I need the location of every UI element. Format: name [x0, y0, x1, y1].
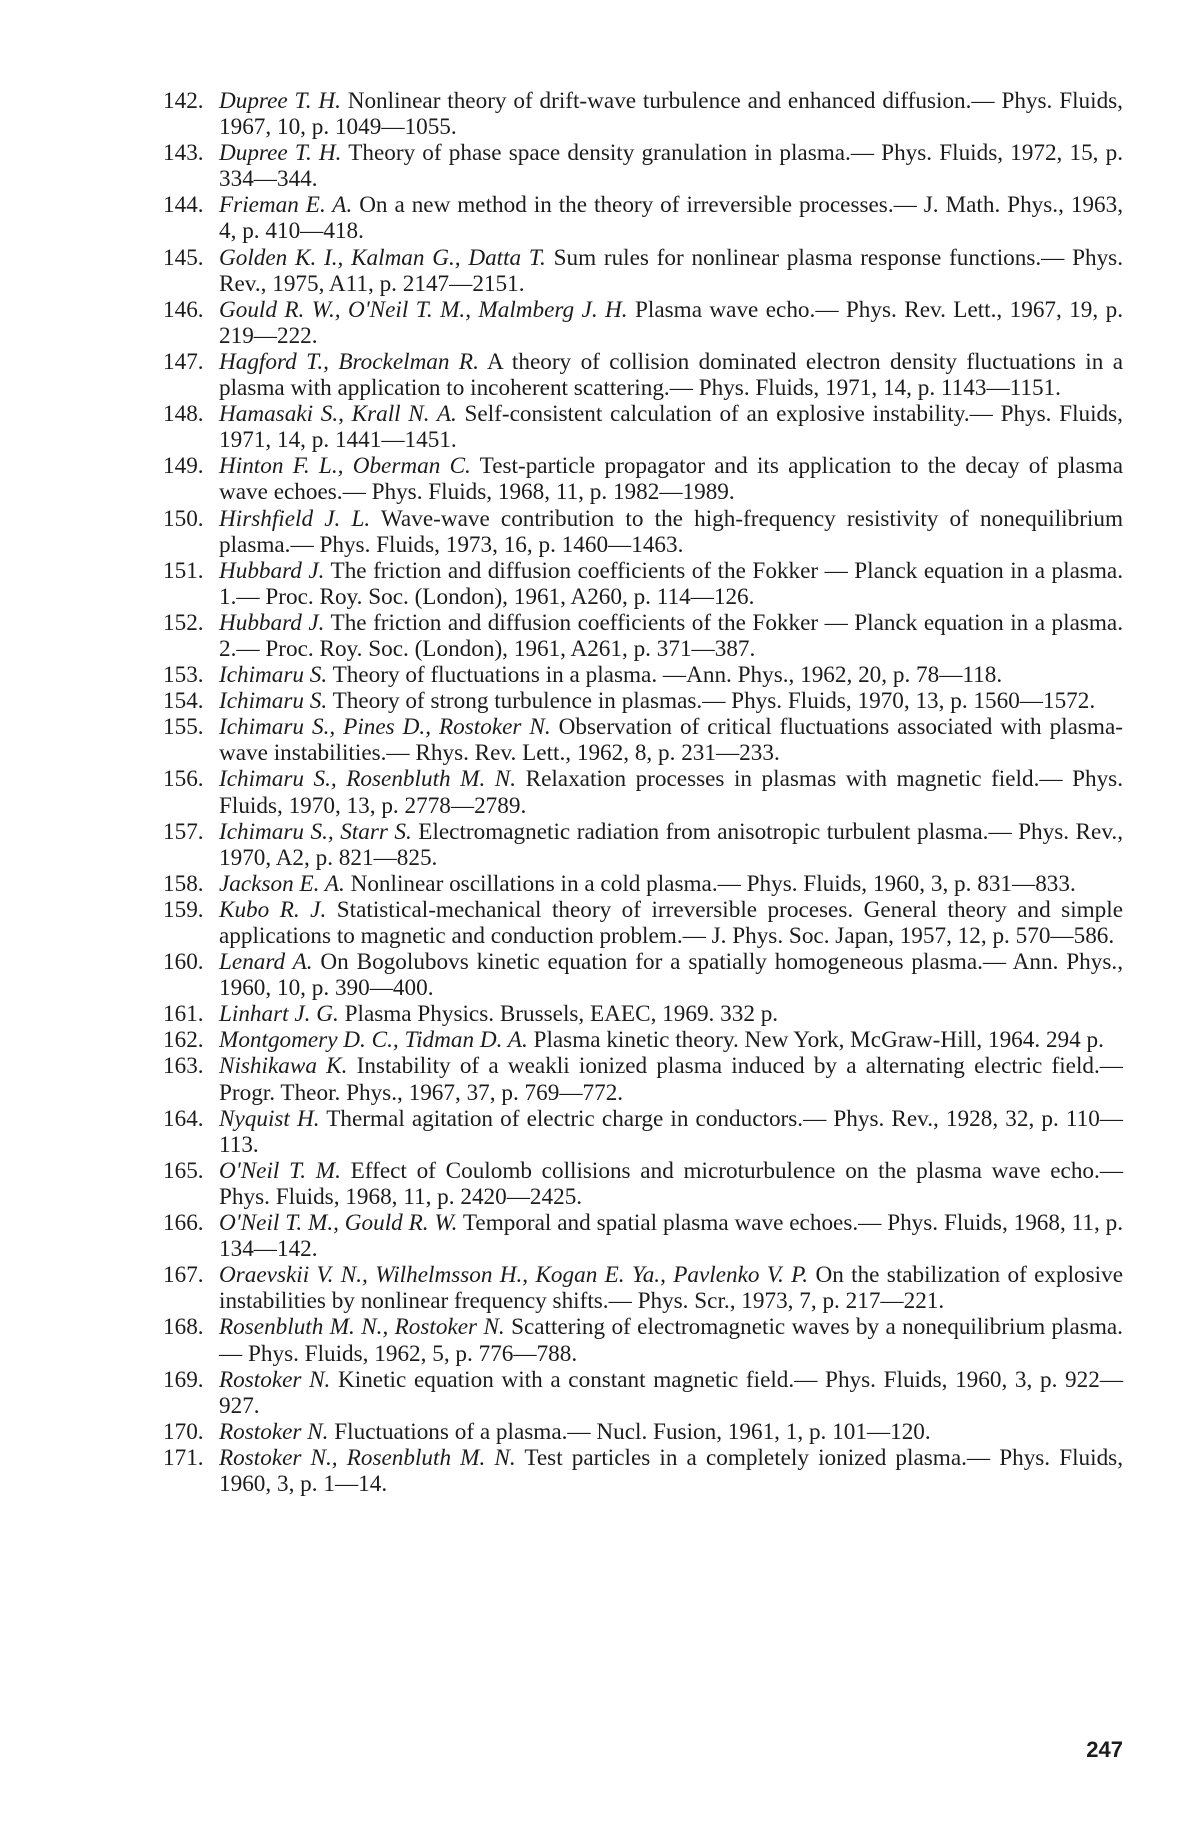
reference-entry — [163, 245, 1123, 297]
reference-authors: Rostoker N. — [219, 1366, 331, 1393]
reference-entry — [163, 610, 1123, 662]
reference-text: The friction and diffusion coefficients of the Fokker — Planck equation in a plasma. 1.— Proc. Roy. Soc. (London), 1961, A260, p. 114—126. — [219, 557, 1124, 610]
reference-number: 158. — [163, 870, 204, 897]
reference-authors: Ichimaru S., Pines D., Rostoker N. — [219, 714, 551, 741]
reference-authors: Ichimaru S. — [219, 688, 328, 715]
reference-authors: Rostoker N., Rosenbluth M. N. — [219, 1444, 516, 1471]
reference-entry — [163, 1419, 1123, 1445]
reference-entry — [163, 140, 1123, 192]
reference-authors: Hubbard J. — [219, 609, 325, 636]
reference-number: 157. — [163, 818, 204, 845]
reference-authors: Lenard A. — [219, 949, 313, 976]
reference-number: 159. — [163, 896, 204, 923]
reference-number: 163. — [163, 1053, 204, 1080]
reference-number: 169. — [163, 1366, 204, 1393]
reference-number: 147. — [163, 348, 204, 375]
reference-authors: Kubo R. J. — [219, 896, 327, 923]
reference-text: Relaxation processes in plasmas with magnetic field.— Phys. Fluids, 1970, 13, p. 2778—2789. — [219, 766, 1123, 819]
reference-entry — [163, 1106, 1123, 1158]
reference-authors: Montgomery D. C., Tidman D. A. — [219, 1027, 528, 1054]
reference-entry — [163, 506, 1123, 558]
reference-number: 151. — [163, 557, 204, 584]
reference-authors: Ichimaru S., Rosenbluth M. N. — [219, 766, 517, 793]
reference-text: Plasma Physics. Brussels, EAEC, 1969. 332 p. — [338, 1001, 779, 1028]
reference-text: Effect of Coulomb collisions and microturbulence on the plasma wave echo.— Phys. Fluids, 1968, 11, p. 2420—2425. — [219, 1157, 1124, 1210]
reference-list — [163, 88, 1123, 1497]
reference-authors: Hamasaki S., Krall N. A. — [219, 401, 457, 428]
reference-number: 143. — [163, 140, 204, 167]
reference-entry — [163, 662, 1123, 688]
reference-number: 153. — [163, 662, 204, 689]
reference-entry — [163, 1314, 1123, 1366]
reference-entry — [163, 349, 1123, 401]
reference-authors: Gould R. W., O'Neil T. M., Malmberg J. H. — [219, 296, 628, 323]
reference-number: 164. — [163, 1105, 204, 1132]
reference-authors: Rosenbluth M. N., Rostoker N. — [219, 1314, 505, 1341]
reference-authors: Nishikawa K. — [219, 1053, 348, 1080]
reference-entry — [163, 192, 1123, 244]
reference-number: 160. — [163, 949, 204, 976]
page-number: 247 — [1086, 1737, 1123, 1762]
reference-entry — [163, 1053, 1123, 1105]
reference-authors: Rostoker N. — [219, 1418, 329, 1445]
reference-authors: Hirshfield J. L. — [219, 505, 371, 532]
reference-authors: Hagford T., Brockelman R. — [219, 348, 479, 375]
reference-number: 142. — [163, 88, 204, 114]
reference-number: 161. — [163, 1001, 204, 1028]
reference-entry — [163, 1027, 1123, 1053]
reference-number: 144. — [163, 192, 204, 219]
reference-text: Nonlinear theory of drift-wave turbulence and enhanced diffusion.— Phys. Fluids, 1967, 10, p. 1049—1055. — [219, 88, 1123, 141]
reference-text: Test-particle propagator and its application to the decay of plasma wave echoes.— Phys. Fluids, 1968, 11, p. 1982—1989. — [219, 453, 1123, 506]
reference-entry — [163, 401, 1123, 453]
reference-number: 167. — [163, 1262, 204, 1289]
reference-entry — [163, 871, 1123, 897]
reference-entry — [163, 1210, 1123, 1262]
reference-authors: Hubbard J. — [219, 557, 325, 584]
reference-authors: Ichimaru S. — [219, 662, 328, 689]
reference-text: Fluctuations of a plasma.— Nucl. Fusion, 1961, 1, p. 101—120. — [328, 1418, 931, 1445]
reference-authors: Linhart J. G. — [219, 1001, 339, 1028]
reference-entry — [163, 714, 1123, 766]
reference-authors: Dupree T. H. — [219, 88, 341, 114]
reference-text: Plasma wave echo.— Phys. Rev. Lett., 1967, 19, p. 219—222. — [219, 296, 1124, 349]
reference-entry — [163, 1262, 1123, 1314]
reference-text: Instability of a weakli ionized plasma induced by a alternating electric field.— Progr. Theor. Phys., 1967, 37, p. 769—772. — [219, 1053, 1123, 1106]
reference-text: Theory of fluctuations in a plasma. —Ann. Phys., 1962, 20, p. 78—118. — [327, 662, 1003, 689]
reference-text: Temporal and spatial plasma wave echoes.— Phys. Fluids, 1968, 11, p. 134—142. — [219, 1210, 1123, 1263]
reference-text: Statistical-mechanical theory of irreversible proceses. General theory and simple applications to magnetic and conduction problem.— J. Phys. Soc. Japan, 1957, 12, p. 570—586. — [219, 896, 1124, 949]
reference-entry — [163, 949, 1123, 1001]
reference-number: 150. — [163, 505, 204, 532]
reference-number: 166. — [163, 1210, 204, 1237]
reference-entry — [163, 558, 1123, 610]
reference-entry — [163, 453, 1123, 505]
reference-entry — [163, 1367, 1123, 1419]
reference-entry — [163, 88, 1123, 140]
reference-text: Nonlinear oscillations in a cold plasma.— Phys. Fluids, 1960, 3, p. 831—833. — [344, 870, 1076, 897]
reference-text: Observation of critical fluctuations associated with plasma-wave instabilities.— Rhys. Rev. Lett., 1962, 8, p. 231—233. — [219, 714, 1123, 767]
reference-entry — [163, 766, 1123, 818]
reference-text: Scattering of electromagnetic waves by a nonequilibrium plasma.— Phys. Fluids, 1962, 5, p. 776—788. — [219, 1314, 1123, 1367]
reference-authors: O'Neil T. M. — [219, 1157, 341, 1184]
reference-number: 148. — [163, 401, 204, 428]
reference-authors: Jackson E. A. — [219, 870, 345, 897]
reference-text: Thermal agitation of electric charge in conductors.— Phys. Rev., 1928, 32, p. 110—113. — [219, 1105, 1123, 1158]
reference-authors: Ichimaru S., Starr S. — [219, 818, 412, 845]
reference-number: 168. — [163, 1314, 204, 1341]
reference-entry — [163, 297, 1123, 349]
reference-text: Kinetic equation with a constant magnetic field.— Phys. Fluids, 1960, 3, p. 922—927. — [219, 1366, 1124, 1419]
reference-text: Electromagnetic radiation from anisotropic turbulent plasma.— Phys. Rev., 1970, A2, p. 821—825. — [219, 818, 1123, 871]
reference-entry — [163, 1001, 1123, 1027]
reference-text: On a new method in the theory of irreversible processes.— J. Math. Phys., 1963, 4, p. 410—418. — [219, 192, 1123, 245]
reference-authors: Dupree T. H. — [219, 140, 342, 167]
reference-number: 154. — [163, 688, 204, 715]
reference-text: Sum rules for nonlinear plasma response functions.— Phys. Rev., 1975, A11, p. 2147—2151. — [219, 244, 1123, 297]
reference-number: 155. — [163, 714, 204, 741]
reference-authors: Nyquist H. — [219, 1105, 320, 1132]
reference-authors: Frieman E. A. — [219, 192, 353, 219]
reference-text: Self-consistent calculation of an explosive instability.— Phys. Fluids, 1971, 14, p. 1441—1451. — [219, 401, 1123, 454]
reference-entry — [163, 1158, 1123, 1210]
reference-text: Test particles in a completely ionized plasma.— Phys. Fluids, 1960, 3, p. 1—14. — [219, 1444, 1123, 1497]
reference-number: 170. — [163, 1418, 204, 1445]
reference-entry — [163, 819, 1123, 871]
reference-text: Wave-wave contribution to the high-frequency resistivity of nonequilibrium plasma.— Phys. Fluids, 1973, 16, p. 1460—1463. — [219, 505, 1123, 558]
reference-text: On the stabilization of explosive instabilities by nonlinear frequency shifts.— Phys. Scr., 1973, 7, p. 217—221. — [219, 1262, 1123, 1315]
reference-entry — [163, 688, 1123, 714]
reference-authors: Hinton F. L., Oberman C. — [219, 453, 471, 480]
reference-number: 156. — [163, 766, 204, 793]
reference-number: 149. — [163, 453, 204, 480]
reference-entry — [163, 897, 1123, 949]
reference-number: 152. — [163, 609, 204, 636]
reference-text: On Bogolubovs kinetic equation for a spatially homogeneous plasma.— Ann. Phys., 1960, 10, p. 390—400. — [219, 949, 1123, 1002]
reference-entry — [163, 1445, 1123, 1497]
reference-number: 146. — [163, 296, 204, 323]
reference-number: 171. — [163, 1444, 204, 1471]
reference-text: Theory of strong turbulence in plasmas.— Phys. Fluids, 1970, 13, p. 1560—1572. — [327, 688, 1096, 715]
reference-authors: O'Neil T. M., Gould R. W. — [219, 1210, 458, 1237]
reference-text: The friction and diffusion coefficients of the Fokker — Planck equation in a plasma. 2.— Proc. Roy. Soc. (London), 1961, A261, p. 371—387. — [219, 609, 1124, 662]
reference-text: Plasma kinetic theory. New York, McGraw-Hill, 1964. 294 p. — [527, 1027, 1104, 1054]
reference-text: Theory of phase space density granulation in plasma.— Phys. Fluids, 1972, 15, p. 334—344. — [219, 140, 1123, 193]
reference-authors: Golden K. I., Kalman G., Datta T. — [219, 244, 546, 271]
reference-text: A theory of collision dominated electron density fluctuations in a plasma with application to incoherent scattering.— Phys. Fluids, 1971, 14, p. 1143—1151. — [219, 348, 1124, 402]
reference-authors: Oraevskii V. N., Wilhelmsson H., Kogan E. Ya., Pavlenko V. P. — [219, 1262, 809, 1289]
reference-number: 145. — [163, 244, 204, 271]
reference-number: 165. — [163, 1157, 204, 1184]
reference-number: 162. — [163, 1027, 204, 1054]
